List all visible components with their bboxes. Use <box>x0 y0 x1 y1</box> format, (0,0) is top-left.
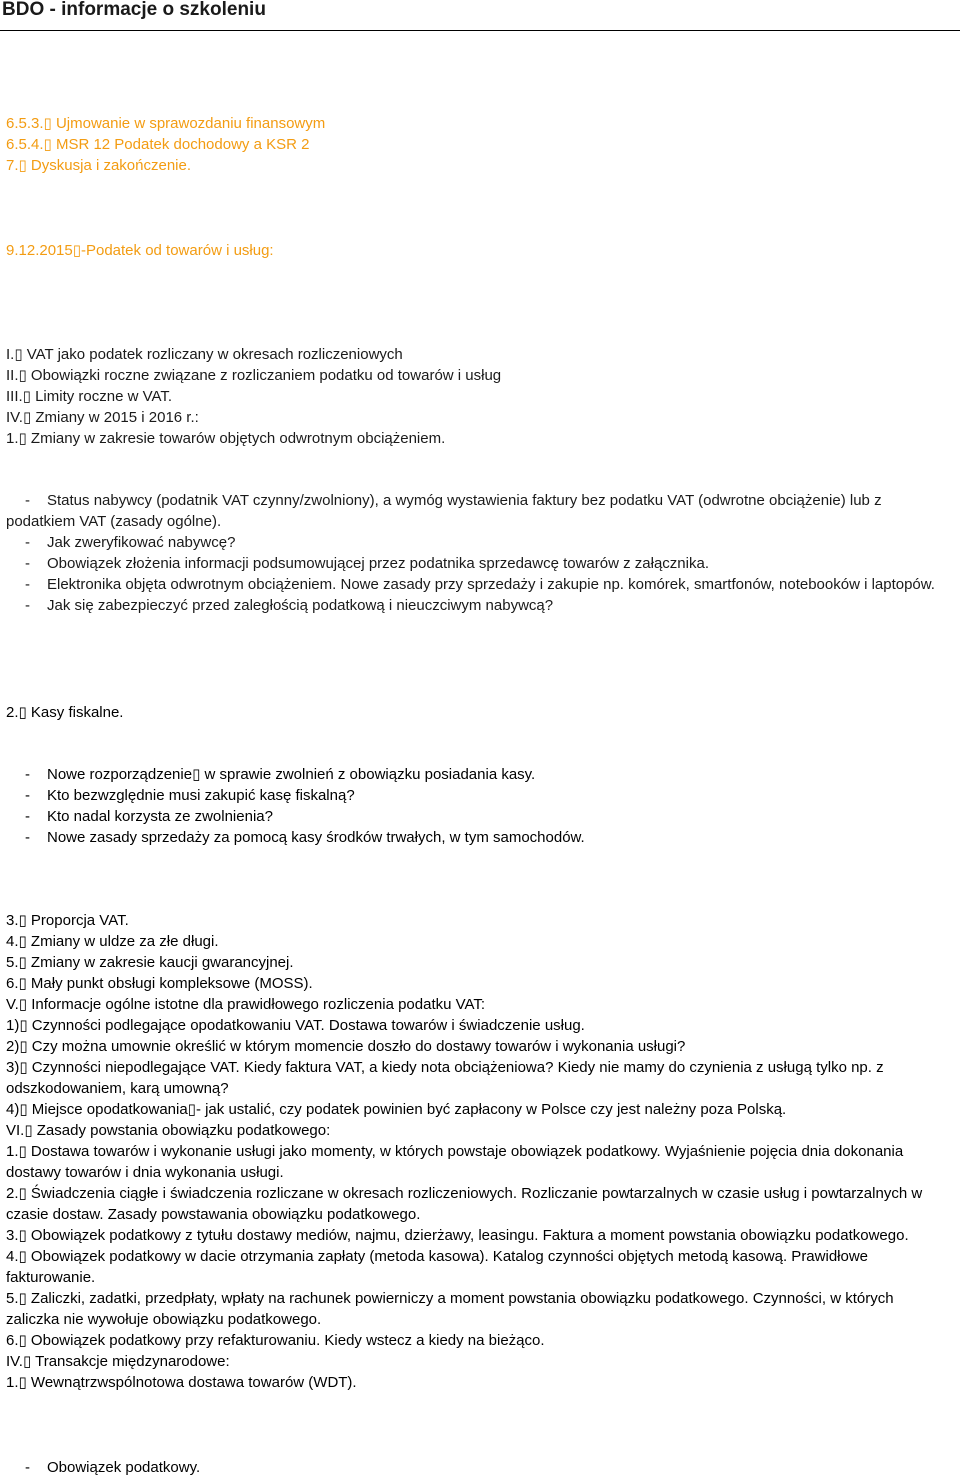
bullet-item <box>6 785 946 806</box>
list-item: 3.▯ Obowiązek podatkowy z tytułu dostawy mediów, najmu, dzierżawy, leasingu. Faktura a moment powstania obowiązku podatkowego. <box>6 1227 909 1244</box>
bullet-text: Kto nadal korzysta ze zwolnienia? <box>47 808 273 825</box>
bullet-text: Jak się zabezpieczyć przed zaległością podatkową i nieuczciwym nabywcą? <box>47 597 554 614</box>
bullet-dash: - <box>25 829 30 846</box>
list-item: VI.▯ Zasady powstania obowiązku podatkowego: <box>6 1122 331 1139</box>
bullet-item <box>6 595 946 616</box>
bullet-dash: - <box>25 597 30 614</box>
section-item: III.▯ Limity roczne w VAT. <box>6 388 173 405</box>
list-item: 2)▯ Czy można umownie określić w którym momencie doszło do dostawy towarów i wykonania usługi? <box>6 1038 686 1055</box>
page-title: BDO - informacje o szkoleniu <box>2 0 266 20</box>
list-item: 4.▯ Obowiązek podatkowy w dacie otrzymania zapłaty (metoda kasowa). Katalog czynności objętych metodą kasową. Prawidłowe fakturowanie. <box>6 1248 869 1286</box>
bullet-text: Nowe zasady sprzedaży za pomocą kasy środków trwałych, w tym samochodów. <box>47 829 585 846</box>
bullet-text: Jak zweryfikować nabywcę? <box>47 534 236 551</box>
item2-heading <box>6 702 946 723</box>
list-item: 5.▯ Zmiany w zakresie kaucji gwarancyjnej. <box>6 954 294 971</box>
title-divider <box>0 30 960 31</box>
list-item: 3.▯ Proporcja VAT. <box>6 912 129 929</box>
list-item: 6.▯ Obowiązek podatkowy przy refakturowaniu. Kiedy wstecz a kiedy na bieżąco. <box>6 1332 545 1349</box>
bullet-item <box>6 574 946 595</box>
section-heading-item2: 2.▯ Kasy fiskalne. <box>6 704 124 721</box>
item1-bullet-list <box>6 490 946 616</box>
bullet-item <box>6 764 946 785</box>
bullet-dash: - <box>25 1459 30 1476</box>
list-item: 1.▯ Dostawa towarów i wykonanie usługi jako momenty, w których powstaje obowiązek podatkowy. Wyjaśnienie pojęcia dnia dokonania dostawy towarów i dnia wykonania usługi. <box>6 1143 904 1181</box>
section-item: II.▯ Obowiązki roczne związane z rozliczaniem podatku od towarów i usług <box>6 367 502 384</box>
bullet-text: Kto bezwzględnie musi zakupić kasę fiskalną? <box>47 787 355 804</box>
list-item: 2.▯ Świadczenia ciągłe i świadczenia rozliczane w okresach rozliczeniowych. Rozliczanie powtarzalnych w czasie usług i powtarzalnych w czasie dostaw. Zasady powstawania obowiązku podatkowego. <box>6 1185 923 1223</box>
section-item: I.▯ VAT jako podatek rozliczany w okresach rozliczeniowych <box>6 346 403 363</box>
bullet-item <box>6 553 946 574</box>
bullet-item <box>6 1457 946 1478</box>
bullet-item <box>6 806 946 827</box>
roman-sections <box>6 344 946 449</box>
bullet-dash: - <box>25 766 30 783</box>
agenda-item: 7.▯ Dyskusja i zakończenie. <box>6 157 192 174</box>
bullet-text: Status nabywcy (podatnik VAT czynny/zwolniony), a wymóg wystawienia faktury bez podatku VAT (odwrotne obciążenie) lub z podatkiem VAT (zasady ogólne). <box>6 492 882 530</box>
list-item: IV.▯ Transakcje międzynarodowe: <box>6 1353 230 1370</box>
bullet-dash: - <box>25 808 30 825</box>
final-bullet-list <box>6 1457 946 1478</box>
date-heading-text: 9.12.2015▯-Podatek od towarów i usług: <box>6 242 274 259</box>
list-item: 6.▯ Mały punkt obsługi kompleksowe (MOSS). <box>6 975 313 992</box>
bullet-dash: - <box>25 555 30 572</box>
list-item: 4)▯ Miejsce opodatkowania▯- jak ustalić, czy podatek powinien być zapłacony w Polsce czy jest należny poza Polską. <box>6 1101 787 1118</box>
bullet-dash: - <box>25 492 30 509</box>
main-topic-list <box>6 910 946 1393</box>
bullet-dash: - <box>25 787 30 804</box>
agenda-item: 6.5.4.▯ MSR 12 Podatek dochodowy a KSR 2 <box>6 136 310 153</box>
list-item: 5.▯ Zaliczki, zadatki, przedpłaty, wpłaty na rachunek powierniczy a moment powstania obowiązku podatkowego. Czynności, w których zaliczka nie wywołuje obowiązku podatkowego. <box>6 1290 894 1328</box>
agenda-end-list <box>6 113 946 176</box>
bullet-text: Elektronika objęta odwrotnym obciążeniem. Nowe zasady przy sprzedaży i zakupie np. komórek, smartfonów, notebooków i laptopów. <box>47 576 935 593</box>
date-heading <box>6 240 946 261</box>
list-item: 1)▯ Czynności podlegające opodatkowaniu VAT. Dostawa towarów i świadczenie usług. <box>6 1017 585 1034</box>
list-item: 1.▯ Wewnątrzwspólnotowa dostawa towarów (WDT). <box>6 1374 357 1391</box>
item2-bullet-list <box>6 764 946 848</box>
list-item: 3)▯ Czynności niepodlegające VAT. Kiedy faktura VAT, a kiedy nota obciążeniowa? Kiedy nie mamy do czynienia z usługą tylko np. z odszkodowaniem, karą umowną? <box>6 1059 884 1097</box>
section-item: IV.▯ Zmiany w 2015 i 2016 r.: <box>6 409 199 426</box>
bullet-text: Obowiązek podatkowy. <box>47 1459 201 1476</box>
bullet-text: Nowe rozporządzenie▯ w sprawie zwolnień z obowiązku posiadania kasy. <box>47 766 536 783</box>
bullet-dash: - <box>25 576 30 593</box>
list-item: V.▯ Informacje ogólne istotne dla prawidłowego rozliczenia podatku VAT: <box>6 996 486 1013</box>
agenda-item: 6.5.3.▯ Ujmowanie w sprawozdaniu finansowym <box>6 115 326 132</box>
bullet-dash: - <box>25 534 30 551</box>
bullet-item <box>6 827 946 848</box>
section-heading-item1: 1.▯ Zmiany w zakresie towarów objętych odwrotnym obciążeniem. <box>6 430 446 447</box>
bullet-item <box>6 490 946 532</box>
bullet-item <box>6 532 946 553</box>
list-item: 4.▯ Zmiany w uldze za złe długi. <box>6 933 219 950</box>
bullet-text: Obowiązek złożenia informacji podsumowującej przez podatnika sprzedawcę towarów z załącznika. <box>47 555 709 572</box>
